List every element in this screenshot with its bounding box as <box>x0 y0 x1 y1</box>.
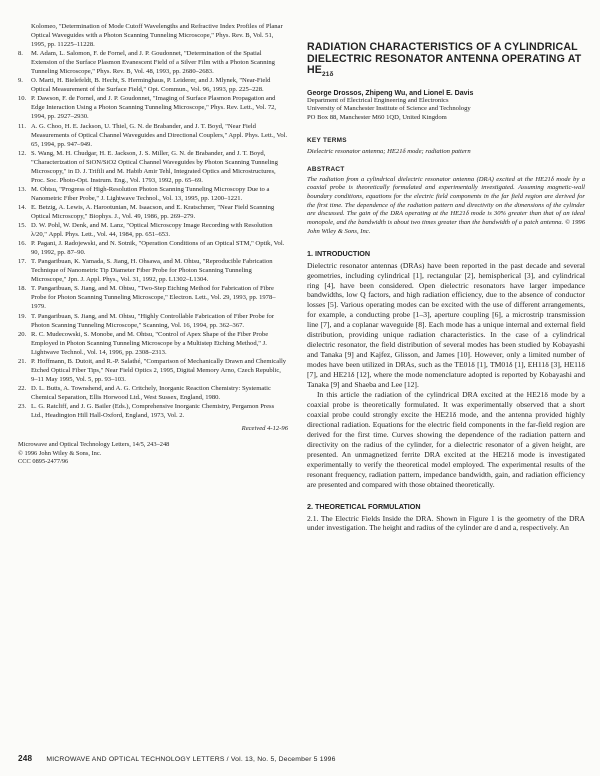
reference-item <box>18 312 288 330</box>
reference-item <box>18 257 288 284</box>
reference-text: M. Adam, L. Salomon, F. de Fornel, and J. P. Goudonnet, "Determination of the Spatial Extension of the Surface Plasmon Evanescent Field of a Silver Film with a Photon Scanning Tunneling Microscope," Phys. Rev. B, Vol. 48, 1993, pp. 2680–2683. <box>31 50 275 76</box>
reference-item <box>18 384 288 402</box>
reference-number: 12. <box>18 149 27 157</box>
reference-number: 20. <box>18 330 27 338</box>
reference-number: 11. <box>18 122 26 130</box>
reference-text: P. Hoffmann, B. Dutoit, and R.-P. Salathé, "Comparison of Mechanically Drawn and Chemically Etched Optical Fiber Tips," Near Field Optics 2, 1995, Digital Memory Arno, Czech Republic, 9–11 May 1995, Vol. 5, pp. 93–103. <box>31 357 287 383</box>
reference-text: D. L. Butts, A. Townshend, and A. G. Critchely, Inorganic Reaction Chemistry: Systematic Chemical Separation, Ellis Horwood Ltd., West Sussex, England, 1980. <box>31 384 271 401</box>
key-terms-heading: KEY TERMS <box>307 136 347 144</box>
paragraph: Dielectric resonator antennas (DRAs) have been reported in the past decade and several geometries, including cylindrical [1], rectangular [2], hemispherical [3], and cylindrical ring [4], have been considered. Open dielectric resonators have larger impedance bandwidths, low Q factors, and high radiation efficiency, due to the absence of conductor losses [5]. Various operating modes can be excited with the use of different arrangements, for example, a conducting probe [1–3], aperture coupling [6], a microstrip transmission line [7], and a coplanar waveguide [8]. Each mode has a unique internal and external field distribution, providing unique radiation characteristics. In the case of a cylindrical dielectric resonator, the field distribution of several modes has been studied by Kobayashi and Tanaka [9] and Kajfez, Glisson, and James [10]. However, only a limited number of modes have been utilized in DRAs, such as the TE01δ [1], TM01δ [1], EH11δ [3], HE11δ [7], and HE21δ [12], where the mode nomenclature adopted is reported by Kobayashi and Tanaka [9] and Shaeba and Lee [12]. <box>307 260 585 390</box>
paragraph: In this article the radiation of the cylindrical DRA excited at the HE21δ mode by a coaxial probe is theoretically formulated. It was experimentally observed that a short coaxial probe could strongly excite the HE21δ mode, and the antenna provided highly directional radiation. Equations for the electric field components in the far-field region are derived for the first time. Curves showing the dependence of the radiation pattern and directivity on the radius of the cylinder, for a dielectric resonator of a given height, are presented. An unmagnetized ferrite DRA excited at the HE21δ mode is investigated experimentally to verify the theoretical model employed. The experimental results of the resonant frequency, radiation pattern, impedance bandwidth, gain, and radiation efficiency are presented and compared with those obtained theoretically. <box>307 389 585 489</box>
page-number: 248 <box>18 754 33 763</box>
reference-number: 18. <box>18 285 27 293</box>
reference-item <box>18 49 288 76</box>
reference-text: Kolomeo, "Determination of Mode Cutoff Wavelengths and Refractive Index Profiles of Planar Optical Waveguides with a Photon Scanning Tunneling Microscope," Phys. Rev. B, Vol. 51, 1995, pp. 11225–11228. <box>31 23 283 49</box>
reference-item <box>18 149 288 185</box>
reference-text: P. Dawson, F. de Fornel, and J. P. Goudonnet, "Imaging of Surface Plasmon Propagation and Edge Interaction Using a Photon Scanning Tunneling Microscope," Phys. Rev. Lett., Vol. 72, 1994, pp. 2927–2930. <box>31 95 277 121</box>
reference-item <box>18 284 288 311</box>
reference-number: 8. <box>18 50 23 58</box>
article-authors: George Drossos, Zhipeng Wu, and Lionel E. Davis <box>307 89 474 97</box>
reference-text: D. W. Pohl, W. Denk, and M. Lanz, "Optical Microscopy Image Recording with Resolution λ/20," Appl. Phys. Lett., Vol. 44, 1984, pp. 651–653. <box>31 222 273 239</box>
reference-item <box>18 203 288 221</box>
reference-number: 13. <box>18 185 27 193</box>
reference-item <box>18 239 288 257</box>
reference-item <box>18 185 288 203</box>
reference-text: P. Pagani, J. Radojewski, and N. Sotnik, "Operation Conditions of an Optical STM," Optik, Vol. 90, 1992, pp. 87–90. <box>31 240 285 257</box>
journal-info <box>18 441 288 467</box>
reference-item <box>18 357 288 384</box>
article-title: RADIATION CHARACTERISTICS OF A CYLINDRICAL DIELECTRIC RESONATOR ANTENNA OPERATING AT $HE_{21\delta}$ <box>307 41 582 79</box>
reference-text: O. Marti, H. Bielefeldt, B. Hecht, S. Herminghaus, P. Leiderer, and J. Mlynek, "Near-Field Optical Measurement of the Surface Field," Opt. Commun., Vol. 96, 1993, pp. 225–228. <box>31 77 271 94</box>
reference-text: T. Pangaribuan, S. Jiang, and M. Ohtsu, "Highly Controllable Fabrication of Fiber Probe for Photon Scanning Tunneling Microscope," Scanning, Vol. 16, 1994, pp. 362–367. <box>31 312 275 329</box>
received-date: Received 4-12-96 <box>241 425 288 433</box>
reference-item <box>18 76 288 94</box>
reference-text: L. G. Ratcliff, and J. G. Bailer (Eds.), Comprehensive Inorganic Chemistry, Pergamon Press Ltd., Headington Hill Hall-Oxford, England, 1973, Vol. 2. <box>31 402 275 420</box>
key-terms: Dielectric resonator antenna; HE21δ mode; radiation pattern <box>307 147 471 155</box>
reference-number: 15. <box>18 222 27 230</box>
article-column <box>307 22 585 533</box>
author-affiliation: Department of Electrical Engineering and Electronics University of Manchester Institute of Science and Technology PO Box 88, Manchester M60 1QD, United Kingdom <box>307 96 471 122</box>
reference-text: A. G. Choo, H. E. Jackson, U. Thiel, G. N. de Brabander, and J. T. Boyd, "Near Field Measurements of Optical Channel Waveguides and Directional Couplers," Appl. Phys. Lett., Vol. 65, 1994, pp. 947–949. <box>31 122 288 148</box>
reference-item <box>18 122 288 149</box>
reference-number: 17. <box>18 258 27 266</box>
page-footer <box>18 754 588 763</box>
reference-number: 19. <box>18 312 27 320</box>
reference-text: S. Wang, M. H. Chudgar, H. E. Jackson, J. S. Miller, G. N. de Brabander, and J. T. Boyd, "Characterization of SiON/SiO2 Optical Channel Waveguides by Photon Scanning Tunneling Microscopy," in D. J. Trifili and M. Habib Amir Tehl, Integrated Optics and Microstructures, Proc. Soc. Photo-Opt. Instrum. Eng., Vol. 1793, 1992, pp. 65–69. <box>31 149 278 184</box>
abstract-text: The radiation from a cylindrical dielectric resonator antenna (DRA) excited at the HE21δ mode by a coaxial probe is theoretically formulated and experimentally investigated. Assuming magnetic-wall boundary conditions, equations for the electric field components in the far field region are derived for the first time. The dependence of the radiation pattern and directivity on the dimensions of the cylinder are discussed. The gain of the DRA operating at the HE21δ mode is 30% greater than that of an ideal monopole, and the bandwidth is about two times greater than the bandwidth of a patch antenna. © 1996 John Wiley & Sons, Inc. <box>307 175 585 235</box>
reference-number: 16. <box>18 240 27 248</box>
reference-item <box>18 402 288 420</box>
reference-text: M. Ohtsu, "Progress of High-Resolution Photon Scanning Tunneling Microscopy Due to a Nanometric Fiber Probe," J. Lightwave Technol., Vol. 13, 1995, pp. 1200–1221. <box>31 185 270 202</box>
journal-info-line: CCC 0895-2477/96 <box>18 458 69 466</box>
reference-item <box>18 221 288 239</box>
reference-item <box>18 22 288 49</box>
theory-body <box>307 514 585 534</box>
paragraph: 2.1. The Electric Fields Inside the DRA. Shown in Figure 1 is the geometry of the DRA under investigation. The height and radius of the cylinder are d and a, respectively. An <box>307 513 585 533</box>
journal-info-line: © 1996 John Wiley & Sons, Inc. <box>18 449 102 457</box>
reference-number: 21. <box>18 357 27 365</box>
journal-info-line: Microwave and Optical Technology Letters, 14/5, 243–248 <box>18 441 170 449</box>
reference-item <box>18 94 288 121</box>
running-title: MICROWAVE AND OPTICAL TECHNOLOGY LETTERS / Vol. 13, No. 5, December 5 1996 <box>46 756 336 763</box>
reference-text: R. C. Mudecowski, S. Monobe, and M. Ohtsu, "Control of Apex Shape of the Fiber Probe Employed in Photon Scanning Tunneling Microscope by a Multistep Etching Method," J. Lightwave Technol., Vol. 14, 1996, pp. 2308–2313. <box>31 330 269 356</box>
reference-text: T. Pangaribuan, S. Jiang, and M. Ohtsu, "Two-Step Etching Method for Fabrication of Fibre Probe for Photon Scanning Tunneling Microscope," Electron. Lett., Vol. 29, 1993, pp. 1978–1979. <box>31 285 276 311</box>
reference-number: 22. <box>18 384 27 392</box>
section-heading-introduction: 1. INTRODUCTION <box>307 248 371 258</box>
abstract-heading: ABSTRACT <box>307 165 345 173</box>
introduction-body <box>307 261 585 490</box>
section-heading-theory: 2. THEORETICAL FORMULATION <box>307 501 421 511</box>
reference-number: 10. <box>18 95 27 103</box>
reference-list <box>18 22 288 467</box>
reference-text: E. Betzig, A. Lewis, A. Harootunian, M. Isaacson, and E. Kratschmer, "Near Field Scanning Optical Microscopy," Biophys. J., Vol. 49, 1986, pp. 269–279. <box>31 203 275 220</box>
reference-number: 14. <box>18 203 27 211</box>
reference-item <box>18 330 288 357</box>
reference-number: 23. <box>18 402 27 410</box>
reference-text: T. Pangaribuan, K. Yamada, S. Jiang, H. Ohsawa, and M. Ohtsu, "Reproducible Fabrication Technique of Nanometric Tip Diameter Fiber Probe for Photon Scanning Tunneling Microscope," Jpn. J. Appl. Phys., Vol. 31, 1992, pp. L1302–L1304. <box>31 258 273 284</box>
reference-number: 9. <box>18 77 23 85</box>
